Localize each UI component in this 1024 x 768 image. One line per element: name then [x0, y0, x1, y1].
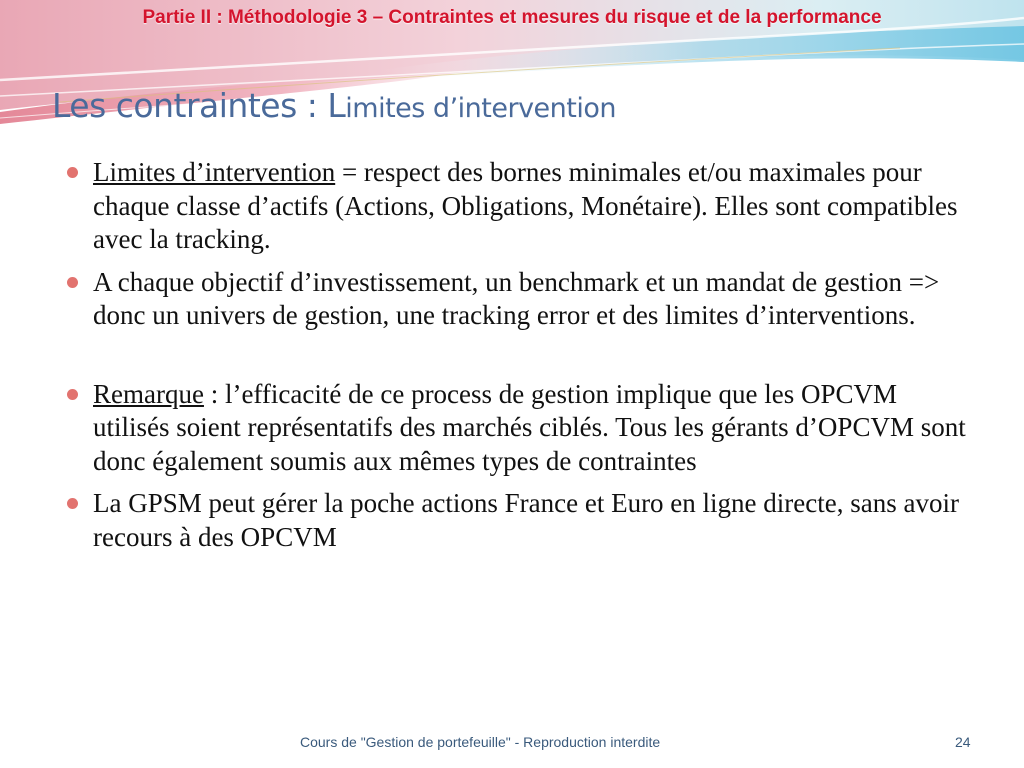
bullet-term: Limites d’intervention	[93, 157, 336, 187]
section-title: Partie II : Méthodologie 3 – Contraintes et mesures du risque et de la performance	[142, 7, 882, 28]
bullet-item	[64, 266, 979, 333]
bullet-item	[64, 378, 979, 479]
bullet-term: Remarque	[93, 378, 204, 409]
slide-content	[64, 156, 979, 563]
bullet-item	[64, 487, 979, 554]
slide-title-small: imites d’intervention	[345, 93, 616, 124]
bullet-text: : l’efficacité de ce process de gestion implique que les OPCVM utilisés soient représentatifs des marchés ciblés. Tous les gérants d’OPCVM sont donc également soumis aux mêmes types de contraintes	[93, 378, 966, 476]
bullet-dot-icon	[67, 167, 78, 178]
page-number: 24	[955, 734, 971, 750]
bullet-text: La GPSM peut gérer la poche actions France et Euro en ligne directe, sans avoir recours à des OPCVM	[93, 488, 959, 552]
bullet-dot-icon	[67, 498, 78, 509]
footer-text: Cours de "Gestion de portefeuille" - Reproduction interdite	[300, 734, 661, 750]
slide-title	[52, 86, 616, 125]
bullet-item	[64, 156, 979, 257]
bullet-dot-icon	[67, 389, 78, 400]
bullet-dot-icon	[67, 277, 78, 288]
bullet-text: A chaque objectif d’investissement, un benchmark et un mandat de gestion => donc un univers de gestion, une tracking error et des limites d’interventions.	[93, 266, 940, 330]
bullet-text: = respect des bornes minimales et/ou maximales pour chaque classe d’actifs (Actions, Obligations, Monétaire). Elles sont compatibles avec la tracking.	[93, 157, 958, 254]
bullet-spacer	[64, 342, 979, 378]
slide-title-main: Les contraintes : L	[52, 86, 346, 125]
